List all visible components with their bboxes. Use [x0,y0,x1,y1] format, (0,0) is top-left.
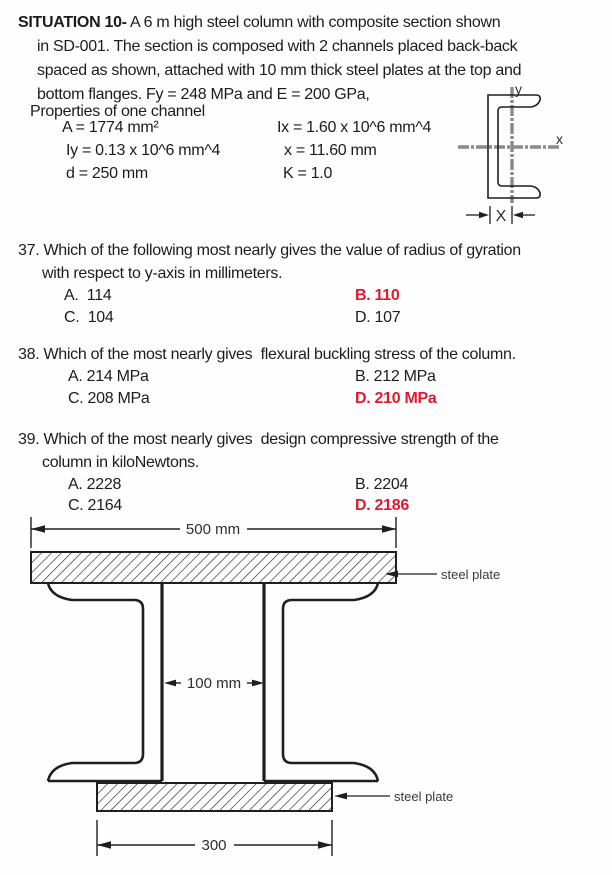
dim100-arrow-left [164,680,176,687]
question-37-text2: with respect to y-axis in millimeters. [42,265,283,282]
x-dim-arrow-right [513,212,523,218]
dim100-arrow-right [252,680,264,687]
property-area: A = 1774 mm² [62,119,159,136]
question-39-text2: column in kiloNewtons. [42,454,200,471]
question-39-option-c: C. 2164 [68,497,122,514]
property-d: d = 250 mm [66,165,148,182]
x-dim-label: X [495,208,507,225]
question-38-option-c: C. 208 MPa [68,390,150,407]
properties-title: Properties of one channel [30,103,205,120]
question-38-option-a: A. 214 MPa [68,368,149,385]
top-plate-label: steel plate [441,567,501,582]
dim100-label: 100 mm [186,675,242,692]
x-axis-label: x [556,131,563,147]
property-k: K = 1.0 [283,165,333,182]
question-37-option-d: D. 107 [355,309,401,326]
dim500-label: 500 mm [185,521,241,538]
y-axis-label: y [515,81,522,97]
question-39-option-a: A. 2228 [68,476,122,493]
channel-section-sketch [452,79,574,229]
question-38-text: 38. Which of the most nearly gives flexural buckling stress of the column. [18,346,516,363]
question-39-option-d: D. 2186 [355,497,409,514]
situation-line3: spaced as shown, attached with 10 mm thick steel plates at the top and [37,62,522,79]
composite-section-diagram [0,510,612,875]
bottom-steel-plate [97,783,332,811]
top-steel-plate [31,552,396,583]
property-ix: Ix = 1.60 x 10^6 mm^4 [277,119,432,136]
x-dim-arrow-left [479,212,489,218]
situation-heading-line [18,12,500,34]
question-38-option-b: B. 212 MPa [355,368,436,385]
property-iy: Iy = 0.13 x 10^6 mm^4 [66,142,221,159]
dim300-label: 300 [201,837,227,854]
bottom-plate-label: steel plate [394,789,454,804]
situation-line1: A 6 m high steel column with composite section shown [126,14,501,31]
property-xbar: x = 11.60 mm [284,142,377,159]
situation-label: SITUATION 10- [18,14,127,31]
question-38-option-d: D. 210 MPa [355,390,437,407]
question-37-option-b: B. 110 [355,287,400,304]
situation-line2: in SD-001. The section is composed with 2 channels placed back-back [37,38,518,55]
question-37-option-c: C. 104 [64,309,114,326]
question-39-option-b: B. 2204 [355,476,409,493]
question-37-option-a: A. 114 [64,287,112,304]
question-39-text: 39. Which of the most nearly gives design compressive strength of the [18,431,499,448]
situation-line4: bottom flanges. Fy = 248 MPa and E = 200 GPa, [37,86,370,103]
question-37-text: 37. Which of the following most nearly gives the value of radius of gyration [18,242,521,259]
left-channel-inner-profile [48,583,143,781]
right-channel-inner-profile [283,583,378,781]
